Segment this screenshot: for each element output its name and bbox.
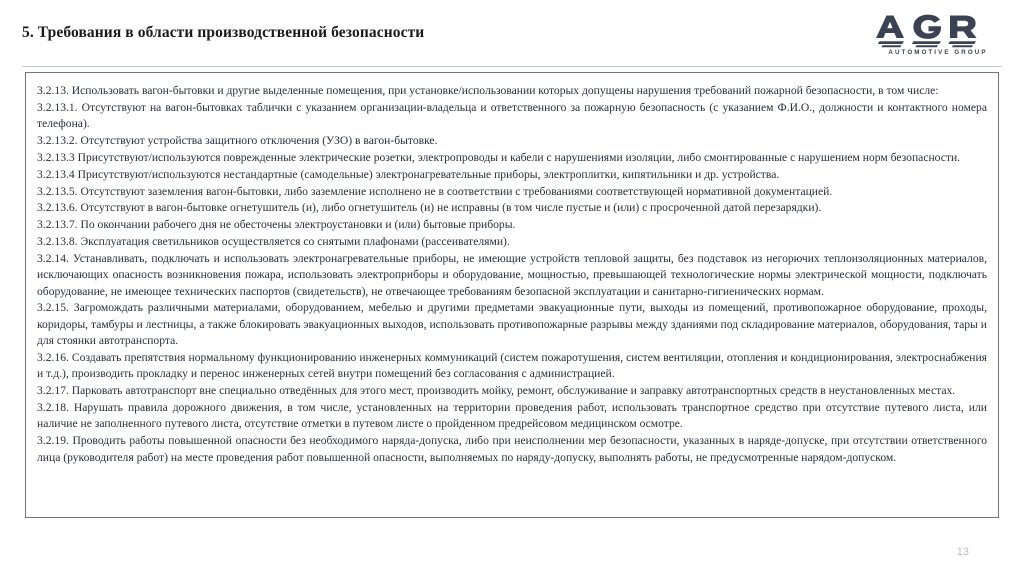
clause-paragraph: 3.2.14. Устанавливать, подключать и использовать электронагревательные приборы, не имеющие устройств тепловой защиты, без подставок из негорючих теплоизоляционных материалов, исключающих опасность возникновения пожара, использовать электроприборы и оборудование, мощностью, превышающей технологические нормы электрической мощности, подключать оборудование, не имеющее технических паспортов (свидетельств), не отвечающее требованиям безопасной эксплуатации и санитарно-гигиенических нормам. <box>37 251 987 298</box>
clause-paragraph: 3.2.19. Проводить работы повышенной опасности без необходимого наряда-допуска, либо при неисполнении мер безопасности, указанных в наряде-допуске, при отсутствии ответственного лица (руководителя работ) на месте проведения работ повышенной опасности, выполняемых по наряду-допуску, выполнять работы, не предусмотренные нарядом-допуском. <box>37 434 987 464</box>
clause-paragraph: 3.2.16. Создавать препятствия нормальному функционированию инженерных коммуникаций (систем пожаротушения, систем вентиляции, отопления и кондиционирования, электроснабжения и т.д.), производить прокладку и перенос инженерных сетей внутри помещений без согласования с администрацией. <box>37 351 987 381</box>
agr-logo <box>872 14 1002 56</box>
clause-paragraph: 3.2.13.7. По окончании рабочего дня не обесточены электроустановки и (или) бытовые приборы. <box>37 218 516 232</box>
page-title: 5. Требования в области производственной безопасности <box>22 24 425 41</box>
clause-paragraph: 3.2.13.2. Отсутствуют устройства защитного отключения (УЗО) в вагон-бытовке. <box>37 134 438 148</box>
content-box <box>25 72 999 518</box>
clause-paragraph: 3.2.17. Парковать автотранспорт вне специально отведённых для этого мест, производить мойку, ремонт, обслуживание и заправку автотранспортных средств в неустановленных местах. <box>37 384 956 398</box>
clause-paragraph: 3.2.13.1. Отсутствуют на вагон-бытовках таблички с указанием организации-владельца и ответственного за пожарную безопасность (с указанием Ф.И.О., должности и контактного номера телефона). <box>37 100 987 131</box>
header-divider <box>22 66 1002 67</box>
agr-wordmark-icon <box>872 14 1002 48</box>
clause-paragraph: 3.2.13.3 Присутствуют/используются поврежденные электрические розетки, электропроводы и кабели с нарушениями изоляции, либо смонтированные с нарушением норм безопасности. <box>37 150 961 164</box>
clause-paragraph: 3.2.13.6. Отсутствуют в вагон-бытовке огнетушитель (и), либо огнетушитель (и) не исправны (в том числе пустые и (или) с просроченной датой перезарядки). <box>37 201 822 215</box>
slide-header <box>0 0 1024 64</box>
agr-logo-tagline: AUTOMOTIVE GROUP <box>888 49 988 56</box>
clause-paragraph: 3.2.13.8. Эксплуатация светильников осуществляется со снятыми плафонами (рассеивателями). <box>37 235 510 249</box>
clause-paragraph: 3.2.18. Нарушать правила дорожного движения, в том числе, установленных на территории проведения работ, использовать транспортное средство при отсутствие путевого листа, или наличие не заполненного путевого листа, отсутствие отметки в путевом листе о пройденном предрейсовом медицинском осмотре. <box>37 401 987 431</box>
page-number: 13 <box>956 546 969 558</box>
clause-paragraph: 3.2.13.5. Отсутствуют заземления вагон-бытовки, либо заземление исполнено не в соответствии с требованиями соответствующей нормативной документацией. <box>37 184 833 198</box>
clause-paragraph: 3.2.15. Загромождать различными материалами, оборудованием, мебелью и другими предметами эвакуационные пути, выходы из помещений, противопожарное оборудование, проходы, коридоры, тамбуры и лестницы, а также блокировать эвакуационных выходов, использовать противопожарные разрывы между зданиями под складирование материалов, оборудования, тары и для стоянки автотранспорта. <box>37 301 987 348</box>
clause-paragraph: 3.2.13. Использовать вагон-бытовки и другие выделенные помещения, при установке/использовании которых допущены нарушения требований пожарной безопасности, в том числе: <box>37 84 939 97</box>
clause-paragraph: 3.2.13.4 Присутствуют/используются нестандартные (самодельные) электронагревательные приборы, электроплитки, кипятильники и др. устройства. <box>37 167 780 181</box>
